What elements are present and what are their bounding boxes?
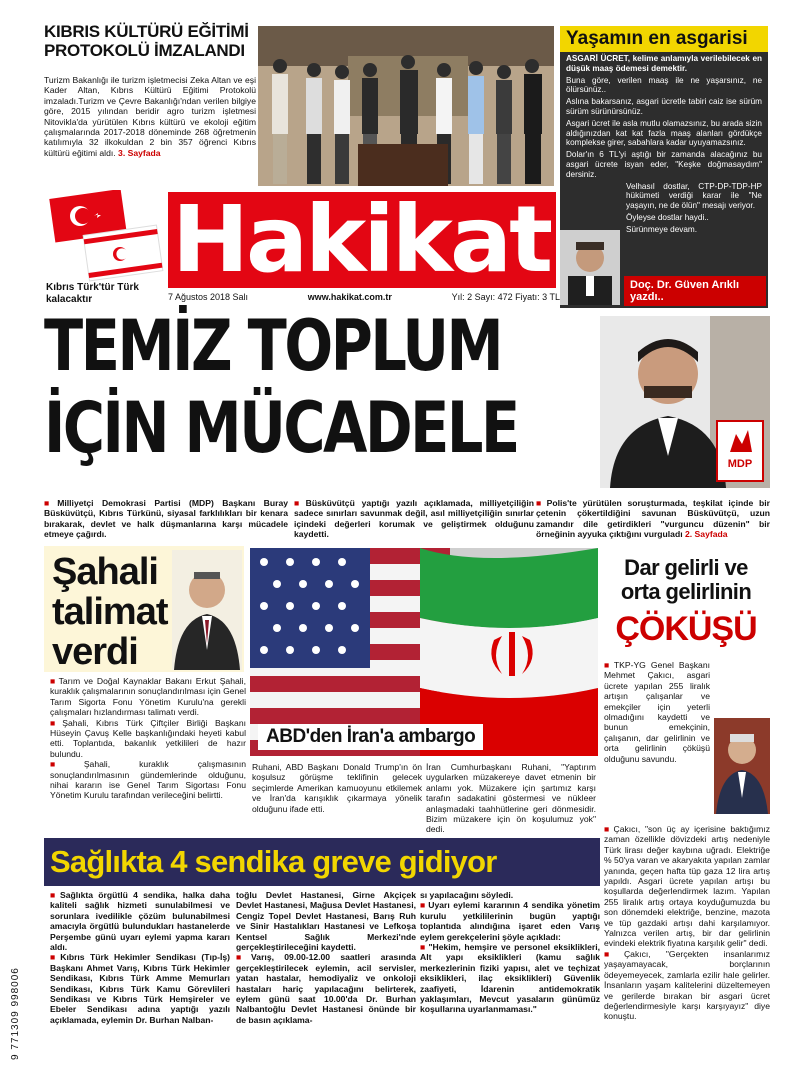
main-headline-line1[interactable]: TEMİZ TOPLUM (44, 305, 502, 387)
saglik-column-3 (420, 890, 600, 1015)
iran-text: İran Cumhurbaşkanı Ruhani, "Yaptırım uygularken müzakereye davet etmenin bir anlamı yok. Müzakere için şartımız karşı tarafın sadakatini göstermesi ve nükleer anlaşmadaki taahhütlerine geri dönmesidir. Bizim müzakere için ön koşulumuz yok" dedi. (426, 762, 596, 835)
columnist-photo (560, 230, 620, 305)
dar-text: ■ Çakıcı, "son üç ay içerisine baktığımız zaman özellikle dövizdeki artış nedeniyle Türk lirası değer kaybına uğradı. Elektriğe % 50'ya varan ve akaryakıta yapılan zamlar yanında, geçen hafta tüp gaza 12 lira artış yapıldı. Asgari ücrete yapılan artışı bu koşullarda değerlendirmek lazım. Yapılan 255 liralık artış ortaya koyduğumuzda bu son dönemdeki elektriğe, benzine, mazota ve tüp gazdaki artışı dahi karşılamıyor. Yalnızca verilen artış, bir dar gelirlinin evindeki elektrik fiyatına karşılık gelir" dedi. (604, 824, 770, 949)
masthead-logo[interactable] (168, 186, 556, 293)
issue-date: 7 Ağustos 2018 Salı (168, 292, 249, 302)
sahali-photo (172, 550, 242, 670)
saglik-text: ■ "Hekim, hemşire ve personel eksiklikleri, Alt yapı eksiklikleri (kamu sağlık merkezlerinin fiziki yapısı, alet ve teçhizat eksiklikleri, ilaç eksiklikleri) Güvenlik zaafiyeti, İdarenin antidemokratik yaklaşımları, Mevcut yasaların günümüz koşullarına uyarlanmaması." (420, 942, 600, 1015)
lead-column-2 (294, 498, 534, 540)
saglik-column-1 (50, 890, 230, 1025)
column-paragraph: Aslına bakarsanız, asgari ücretle tabiri caiz ise sürüm sürüm sürünürsünüz. (566, 97, 762, 116)
column-paragraph: Buna göre, verilen maaş ile ne yaşarsınız, ne ölürsünüz.. (566, 75, 762, 95)
dar-headline[interactable]: Dar gelirli ve orta gelirlinin (620, 555, 752, 604)
lead-text-2: ■ Büsküvütçü yaptığı yazılı açıklamada, milliyetçiliğin sadece sınırları savunmak değil, asıl milliyetçiliğin sınırlar içindeki değerleri korumak ve geliştirmek olduğunu kaydetti. (294, 498, 534, 540)
saglik-text: ■ Kıbrıs Türk Hekimler Sendikası (Tıp-İş) Başkanı Ahmet Varış, Kıbrıs Türk Hekimler Sendikası, Kıbrıs Türk Amme Memurları Sendikası, Kıbrıs Türk Kamu Görevlileri Sendikası ve Kıbrıs Türk Hemşireler ve Ebeler Sendikası adına yaptığı yazılı açıklamada, eylemin Dr. Burhan Nalban- (50, 952, 230, 1025)
sahali-item: ■ Şahali, kuraklık çalışmasının sonuçlandırılmasının gündemlerinde olduğunu, nihai kararın ise Genel Tarım Sigortası Fonu Yönetim Kurulu tarafından verileceğini belirtti. (50, 759, 246, 801)
sahali-story (50, 676, 246, 801)
barcode-number: 9 771309 998006 (10, 967, 21, 1060)
protocol-signing-photo (258, 26, 554, 186)
dateline (168, 292, 560, 302)
saglik-column-2 (236, 890, 416, 1025)
masthead-motto: Kıbrıs Türk'tür Türk kalacaktır (46, 282, 139, 305)
iran-story-col2 (426, 762, 596, 835)
column-body (560, 54, 768, 235)
column-paragraph: Dolar'ın 6 TL'yi aştığı bir zamanda alacağınız bu asgari ücrete isyan eder, "Keşke doğmasaydım" dersiniz. (566, 150, 762, 179)
lead-text-1: ■ Milliyetçi Demokrasi Partisi (MDP) Başkanı Buray Büsküvütçü, Kıbrıs Türkünü, siyasal farklılıkları bir kenara bırakarak, devlet ve halk düşmanlarına karşı mücadele etmeye çağırdı. (44, 498, 288, 540)
saglik-text: ■ Sağlıkta örgütlü 4 sendika, halka daha kaliteli sağlık hizmeti sunulabilmesi ve sorunlara ivedilikle çözüm bulunabilmesi amacıyla örgütlü bulundukları hastanelerde Perşembe günü uyarı eylemi yapma kararı aldı. (50, 890, 230, 952)
saglik-text: ■ Varış, 09.00-12.00 saatleri arasında gerçekleştirilecek eylemin, acil servisler, yatan hastalar, hemodiyaliz ve onkoloji hastaları hariç yapılacağını belirterek, eylem günü saat 10.00'da Dr. Burhan Nalbantoğlu Devlet Hastanesi önünde bir de basın açıklama- (236, 952, 416, 1025)
column-paragraph: Asgari ücret ile asla mutlu olamazsınız, bu arada sizin aldığınızdan kat kat fazla maaş alanları gördükçe komplekse girer, sabahlara kadar uyuyamazsınız. (566, 118, 762, 148)
cakici-photo (714, 718, 770, 814)
kibris-ref[interactable]: 3. Sayfada (118, 147, 161, 158)
column-paragraph: Sürünmeye devam. (626, 224, 697, 234)
lead-ref[interactable]: 2. Sayfada (685, 529, 728, 540)
column-paragraph: Velhasıl dostlar, CTP-DP-TDP-HP hükümeti verdiği karar ile "Ne yaşayın, ne de ölün" mesajı veriyor. (626, 181, 762, 211)
iran-text: Ruhani, ABD Başkanı Donald Trump'ın ön koşulsuz görüşme teklifinin gelecek seçimlerde Amerikan kamuoyunu etkilemek ve İran'da karışıklık çıkarmaya yönelik olduğunu ifade etti. (252, 762, 422, 814)
kibris-text: Turizm Bakanlığı ile turizm işletmecisi Zeka Altan ve eşi Kader Altan, Kıbrıs Kültürü Eğitimi Protokolü imzaladı.Turizm ve Çevre Bakanlığı'ndan verilen bilgiye göre, 2015 yılından beridir agro turizm işletmesi Nitovikla'da yürütülen Kıbrıs kültürü ve ekoloji eğitim çalışmalarında 2017-2018 döneminde 268 öğretmenin katılımıyla 32 ilkokuldan 2 bin 357 öğrenci Kıbrıs kültürü eğitimi aldı. (44, 75, 256, 158)
kibris-headline[interactable]: KIBRIS KÜLTÜRÜ EĞİTİMİ PROTOKOLÜ İMZALANDI (44, 22, 249, 60)
kibris-story (44, 75, 256, 158)
lead-text-3: ■ Polis'te yürütülen soruşturmada, teşkilat içinde bir çetenin çökertildiğini savunan Büsküvütçü, uzun zamandır dile getirdikleri "vurguncu düzenin" bir örneğinin ayyuka çıktığını vurguladı (536, 498, 770, 539)
lead-column-1 (44, 498, 288, 540)
saglik-headline[interactable]: Sağlıkta 4 sendika greve gidiyor (50, 844, 497, 879)
dar-highlight[interactable]: ÇÖKÜŞÜ (615, 610, 757, 648)
dar-story-bottom (604, 824, 770, 1022)
sahali-item: ■ Şahali, Kıbrıs Türk Çiftçiler Birliği Başkanı Hüseyin Çavuş Kelle başkanlığındaki heyeti kabul etti. Toplantıda, bakanlık yetkilileri de hazır bulundu. (50, 718, 246, 760)
newspaper-title: Hakikat (172, 186, 551, 293)
issue-info: Yıl: 2 Sayı: 472 Fiyatı: 3 TL (451, 292, 560, 302)
website-link[interactable]: www.hakikat.com.tr (307, 292, 392, 302)
column-author[interactable]: Doç. Dr. Güven Arıklı yazdı.. (624, 276, 766, 306)
dar-text: ■ TKP-YG Genel Başkanı Mehmet Çakıcı, asgari ücrete yapılan 255 liralık artışın çalışanlar ve emekçiler için yeterli olmadığını kaydetti ve bunun emekçinin, çalışanın, dar gelirlinin ve orta gelirlinin çöküşü olduğunu savundu. (604, 660, 770, 764)
column-paragraph: Öyleyse dostlar haydi.. (626, 212, 709, 222)
column-title[interactable]: Yaşamın en asgarisi (560, 26, 768, 52)
saglik-text: ■ Uyarı eylemi kararının 4 sendika yönetim kurulu yetkililerinin bugün yaptığı toplantıda alındığına işaret eden Varış eylem gerekçelerini şöyle açıkladı: (420, 900, 600, 942)
main-headline-line2[interactable]: İÇİN MÜCADELE (44, 387, 518, 469)
mdp-logo-text: MDP (727, 458, 753, 470)
saglik-text: toğlu Devlet Hastanesi, Girne Akçiçek Devlet Hastanesi, Mağusa Devlet Hastanesi, Cengiz Topel Devlet Hastanesi, Barış Ruh ve Sinir Hastalıkları Hastanesi ve Lefkoşa Kentsel Sağlık Merkezi'nde gerçekleştirileceğini kaydetti. (236, 890, 416, 953)
flags-emblem (46, 190, 166, 282)
sahali-item: ■ Tarım ve Doğal Kaynaklar Bakanı Erkut Şahali, kuraklık çalışmalarının sonuçlandırılması için Genel Tarım Sigorta Fonu Yönetim Kurulu'na gerekli çalışmaları hızlandırması talimatı verdi. (50, 676, 246, 718)
iran-headline[interactable]: ABD'den İran'a ambargo (258, 724, 483, 750)
column-paragraph: ASGARİ ÜCRET, kelime anlamıyla verilebilecek en düşük maaş ödemesi demektir. (566, 54, 762, 73)
sahali-headline[interactable]: Şahali talimat verdi (52, 551, 168, 673)
lead-column-3 (536, 498, 770, 540)
dar-text: ■ Çakıcı, "Gerçekten insanlarımız yaşayamayacak, borçlarının ödeyemeyecek, zamlarla ezilir hale gelirler. İnsanların yaşam kalitelerini düzeltemeyen ve gerilerde bırakan bir asgari ücret değerlendirmesiyle karşı karşıyayız" diye konuştu. (604, 949, 770, 1022)
saglik-text: sı yapılacağını söyledi. (420, 890, 514, 900)
mdp-logo (716, 420, 764, 482)
iran-story-col1 (252, 762, 422, 814)
